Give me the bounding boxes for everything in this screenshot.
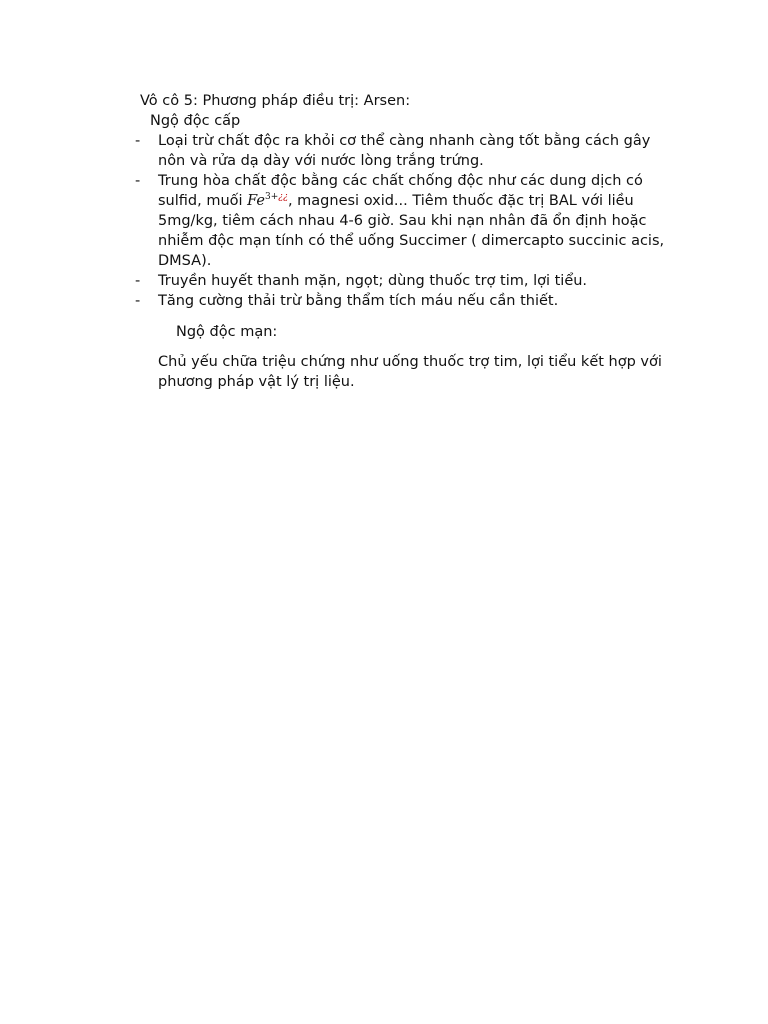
list-item-text: Tăng cường thải trừ bằng thẩm tích máu nếu cần thiết. (158, 293, 559, 309)
formula-base: Fe (247, 193, 266, 209)
list-item-text: Truyền huyết thanh mặn, ngọt; dùng thuốc trợ tim, lợi tiểu. (158, 273, 588, 289)
list-item (0, 271, 678, 291)
list-item-text-before: Trung hòa chất độc bằng các chất chống độc như các dung dịch có sulfid, muối (158, 173, 643, 209)
chronic-treatment-paragraph: Chủ yếu chữa triệu chứng như uống thuốc trợ tim, lợi tiểu kết hợp với phương pháp vật lý trị liệu. (158, 354, 662, 390)
bullet-dash: - (135, 273, 141, 289)
list-item-text: Loại trừ chất độc ra khỏi cơ thể càng nhanh càng tốt bằng cách gây nôn và rửa dạ dày với nước lòng trắng trứng. (158, 133, 651, 169)
acute-poisoning-heading: Ngộ độc cấp (150, 113, 241, 129)
formula-superscript: 3+ (265, 192, 279, 203)
list-item-text-after: , magnesi oxid... Tiêm thuốc đặc trị BAL với liều 5mg/kg, tiêm cách nhau 4-6 giờ. Sau khi nạn nhân đã ổn định hoặc nhiễm độc mạn tính có thể uống Succimer ( dimercapto succinic acis, DMSA). (158, 193, 665, 269)
document-title: Vô cô 5: Phương pháp điều trị: Arsen: (140, 93, 411, 109)
chronic-poisoning-heading: Ngộ độc mạn: (176, 324, 278, 340)
bullet-dash: - (135, 133, 141, 149)
list-item (0, 171, 678, 271)
iron-ion-formula (247, 193, 288, 209)
list-item (0, 291, 678, 311)
formula-error-marks: ¿¿ (278, 192, 288, 203)
list-item (0, 131, 678, 171)
bullet-dash: - (135, 293, 141, 309)
acute-treatment-list (0, 131, 768, 311)
bullet-dash: - (135, 173, 141, 189)
